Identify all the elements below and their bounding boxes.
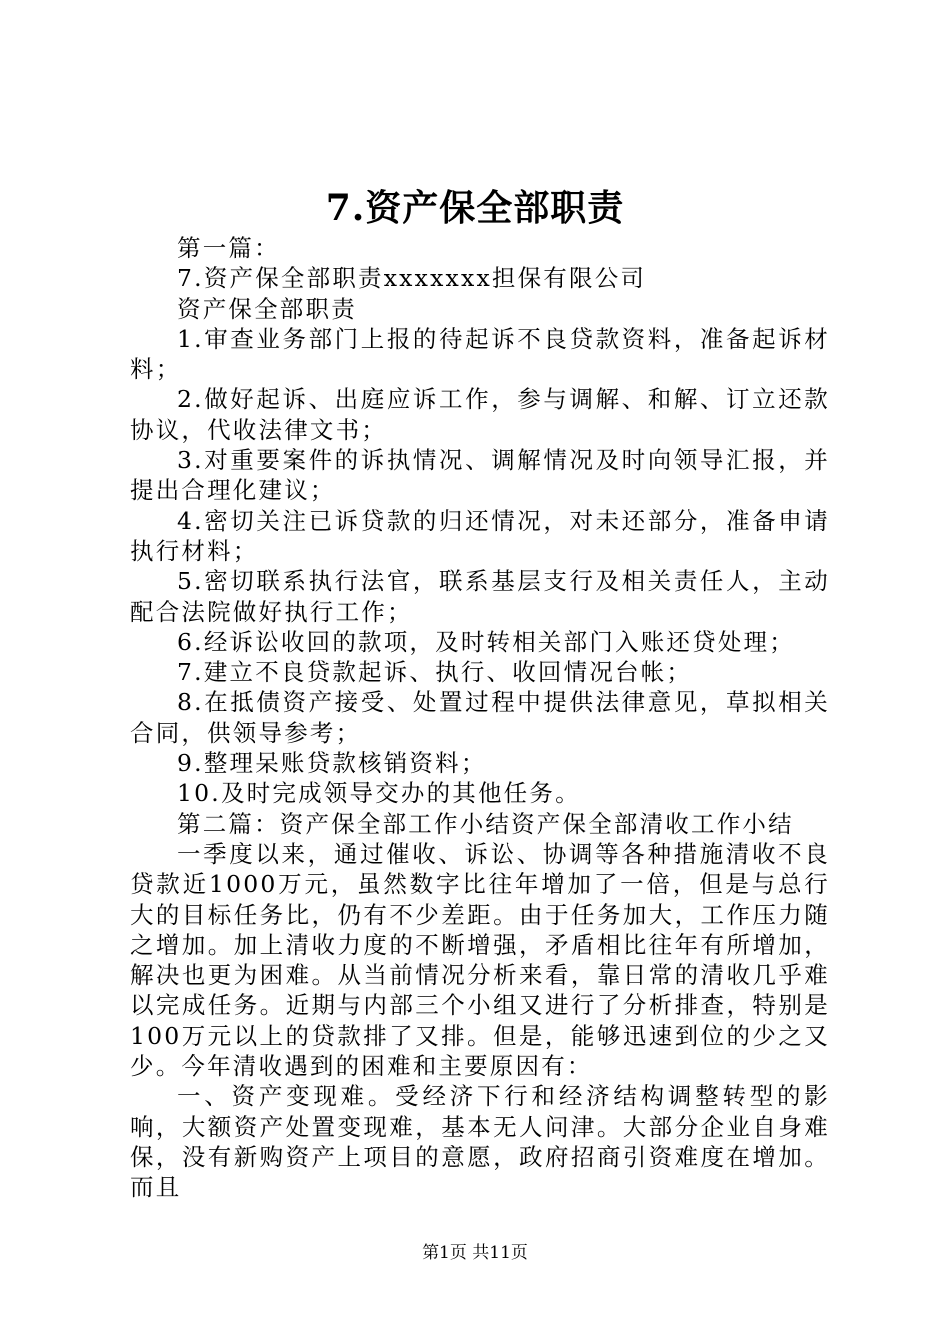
paragraph-section-2-heading: 第二篇：资产保全部工作小结资产保全部清收工作小结 [177, 809, 794, 838]
paragraph-duty-6: 6.经诉讼收回的款项，及时转相关部门入账还贷处理； [177, 627, 795, 656]
paragraph-duty-9: 9.整理呆账贷款核销资料； [177, 749, 487, 778]
document-title: 7.资产保全部职责 [325, 187, 625, 229]
page-footer: 第1页 共11页 [422, 1243, 528, 1263]
paragraph-duty-8: 8.在抵债资产接受、处置过程中提供法律意见，草拟相关合同，供领导参考； [130, 688, 830, 747]
paragraph-section-1-heading: 第一篇： [177, 234, 280, 262]
paragraph-duties-heading: 资产保全部职责 [177, 294, 357, 323]
paragraph-duty-1: 1.审查业务部门上报的待起诉不良贷款资料，准备起诉材料； [130, 324, 830, 384]
paragraph-difficulty-1: 一、资产变现难。受经济下行和经济结构调整转型的影响，大额资产处置变现难，基本无人问津。大部分企业自身难保，没有新购资产上项目的意愿，政府招商引资难度在增加。而且 [130, 1082, 830, 1202]
paragraph-duty-7: 7.建立不良贷款起诉、执行、收回情况台帐； [177, 658, 693, 687]
paragraph-doc-heading: 7.资产保全部职责xxxxxxx担保有限公司 [177, 264, 647, 293]
document-body [130, 233, 830, 1203]
paragraph-duty-2: 2.做好起诉、出庭应诉工作，参与调解、和解、订立还款协议，代收法律文书； [130, 385, 830, 444]
paragraph-duty-5: 5.密切联系执行法官，联系基层支行及相关责任人，主动配合法院做好执行工作； [130, 567, 830, 626]
paragraph-summary: 一季度以来，通过催收、诉讼、协调等各种措施清收不良贷款近1000万元，虽然数字比往年增加了一倍，但是与总行大的目标任务比，仍有不少差距。由于任务加大，工作压力随之增加。加上清收力度的不断增强，矛盾相比往年有所增加，解决也更为困难。从当前情况分析来看，靠日常的清收几乎难以完成任务。近期与内部三个小组又进行了分析排查，特别是100万元以上的贷款排了又排。但是，能够迅速到位的少之又少。今年清收遇到的困难和主要原因有： [130, 839, 830, 1081]
paragraph-duty-10: 10.及时完成领导交办的其他任务。 [177, 779, 581, 808]
paragraph-duty-3: 3.对重要案件的诉执情况、调解情况及时向领导汇报，并提出合理化建议； [130, 446, 830, 505]
paragraph-duty-4: 4.密切关注已诉贷款的归还情况，对未还部分，准备申请执行材料； [130, 506, 830, 565]
